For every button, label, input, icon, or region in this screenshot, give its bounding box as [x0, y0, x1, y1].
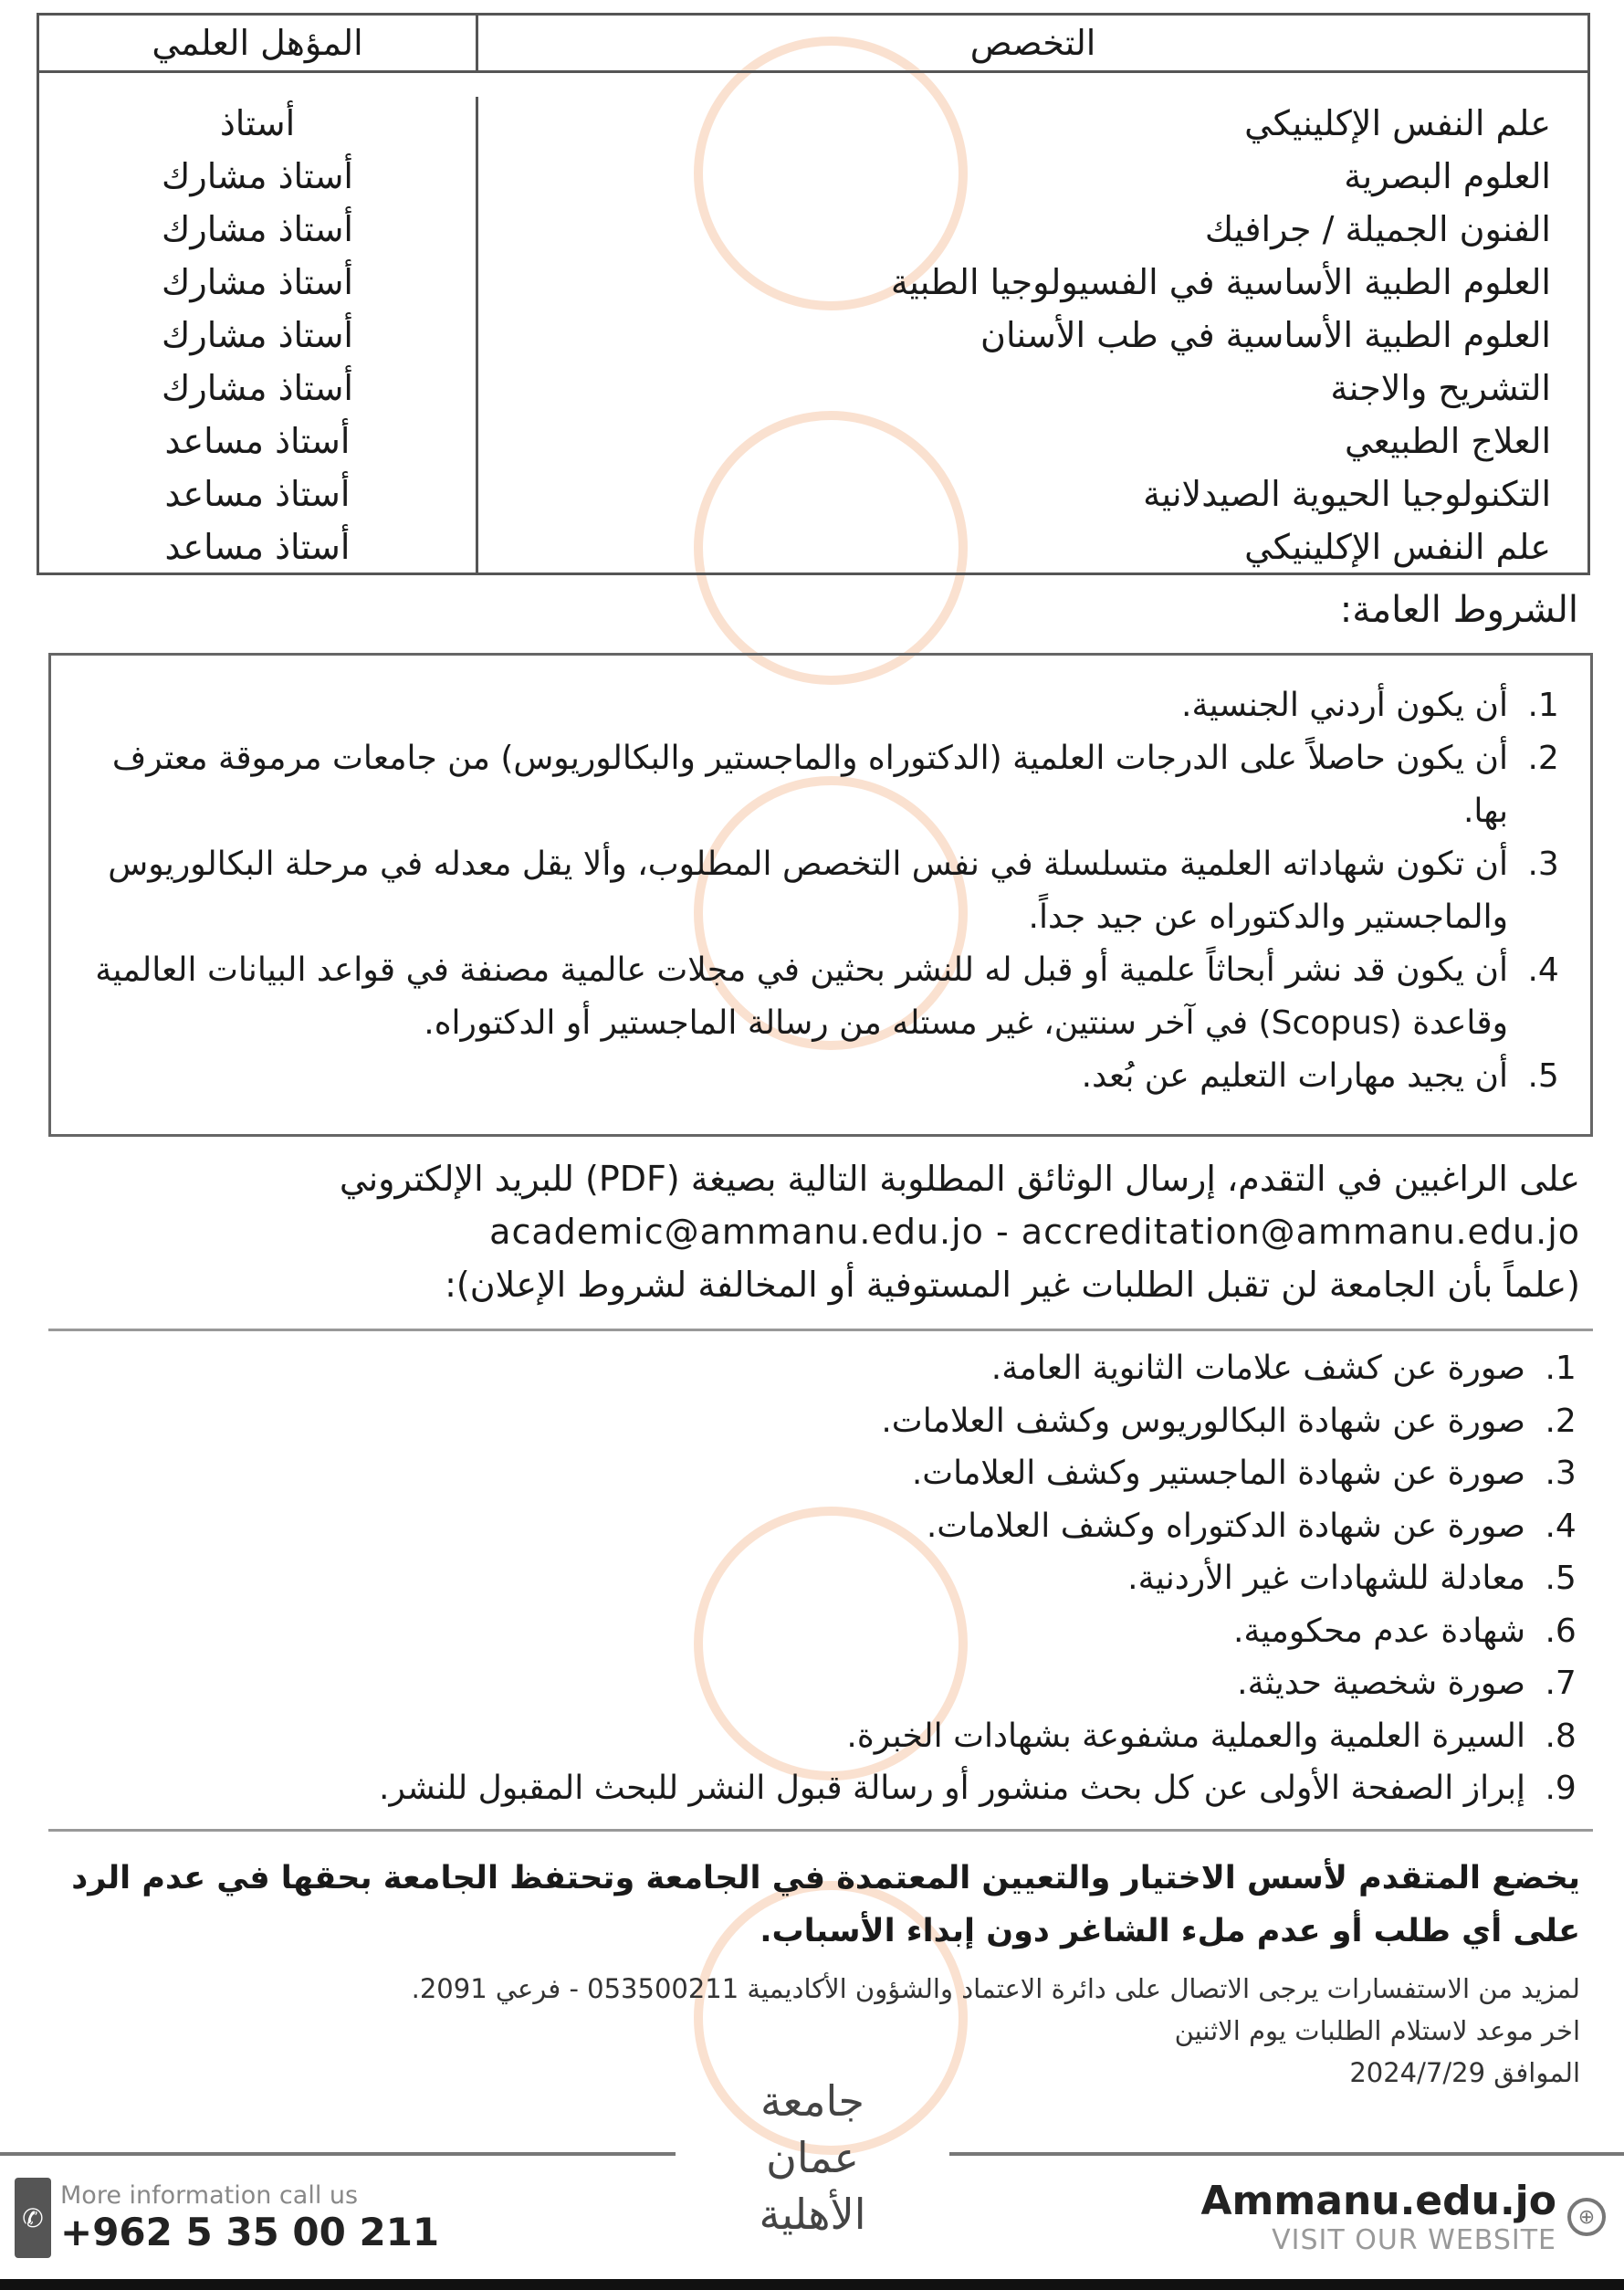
qualification-cell: أستاذ مشارك	[39, 362, 478, 415]
phone-block	[15, 2178, 439, 2258]
required-documents	[55, 1342, 1580, 1815]
qualification-cell: أستاذ	[39, 97, 478, 150]
apply-note: (علماً بأن الجامعة لن تقبل الطلبات غير المستوفية أو المخالفة لشروط الإعلان):	[445, 1265, 1580, 1305]
table-row	[39, 415, 1587, 467]
specialization-cell: التكنولوجيا الحيوية الصيدلانية	[1143, 474, 1551, 514]
deadline-text: اخر موعد لاستلام الطلبات يوم الاثنين	[1174, 2015, 1580, 2046]
document-item: 8. السيرة العلمية والعملية مشفوعة بشهادات الخبرة.	[55, 1710, 1535, 1763]
website-block	[1201, 2178, 1607, 2256]
specialization-cell: العلاج الطبيعي	[1345, 421, 1551, 461]
document-item: 5. معادلة للشهادات غير الأردنية.	[55, 1552, 1535, 1605]
document-item: 6. شهادة عدم محكومية.	[55, 1605, 1535, 1658]
qualification-cell: أستاذ مساعد	[39, 467, 478, 520]
footer-divider	[0, 2152, 676, 2156]
specialization-cell: العلوم البصرية	[1344, 156, 1551, 196]
apply-intro: على الراغبين في التقدم، إرسال الوثائق المطلوبة التالية بصيغة (PDF) للبريد الإلكتروني	[339, 1159, 1580, 1199]
website-link[interactable]: Ammanu.edu.jo	[1200, 2178, 1556, 2224]
document-item: 3. صورة عن شهادة الماجستير وكشف العلامات.	[55, 1447, 1535, 1500]
university-logo: جامعة عمان الأهلية	[759, 2076, 866, 2239]
qualification-cell: أستاذ مساعد	[39, 415, 478, 467]
table-row	[39, 309, 1587, 362]
table-row	[39, 362, 1587, 415]
document-item: 2. صورة عن شهادة البكالوريوس وكشف العلامات.	[55, 1395, 1535, 1448]
specialization-cell: علم النفس الإكلينيكي	[1244, 527, 1551, 567]
phone-label: More information call us	[60, 2181, 359, 2210]
condition-item: 4. أن يكون قد نشر أبحاثاً علمية أو قبل له للنشر بحثين في مجلات عالمية مصنفة في قواعد البيانات العالمية وقاعدة (Scopus) في آخر سنتين، غير مستله من رسالة الماجستير أو الدكتوراه.	[79, 944, 1517, 1050]
document-item: 7. صورة شخصية حديثة.	[55, 1657, 1535, 1710]
document-item: 9. إبراز الصفحة الأولى عن كل بحث منشور أو رسالة قبول النشر للبحث المقبول للنشر.	[55, 1762, 1535, 1815]
divider	[48, 1329, 1593, 1331]
conditions-box	[48, 653, 1593, 1137]
table-row	[39, 150, 1587, 203]
qualification-cell: أستاذ مشارك	[39, 256, 478, 309]
table-header	[39, 16, 1587, 73]
specialization-cell: علم النفس الإكلينيكي	[1244, 103, 1551, 143]
bottom-bar	[0, 2279, 1624, 2290]
phone-icon: ✆	[15, 2178, 51, 2258]
document-item: 1. صورة عن كشف علامات الثانوية العامة.	[55, 1342, 1535, 1395]
table-row	[39, 256, 1587, 309]
specialization-cell: الفنون الجميلة / جرافيك	[1204, 209, 1551, 249]
footer-divider	[949, 2152, 1624, 2156]
inquiries-text: لمزيد من الاستفسارات يرجى الاتصال على دائرة الاعتماد والشؤون الأكاديمية 053500211 - فرعي 2091.	[411, 1973, 1580, 2004]
condition-item: 3. أن تكون شهاداته العلمية متسلسلة في نفس التخصص المطلوب، وألا يقل معدله في مرحلة البكالوريوس والماجستير والدكتوراه عن جيد جداً.	[79, 838, 1517, 944]
divider	[48, 1829, 1593, 1832]
website-label: VISIT OUR WEBSITE	[1272, 2224, 1556, 2256]
positions-table	[37, 13, 1590, 575]
document-item: 4. صورة عن شهادة الدكتوراه وكشف العلامات.	[55, 1500, 1535, 1553]
deadline-date: الموافق 2024/7/29	[1349, 2057, 1580, 2088]
qualification-cell: أستاذ مشارك	[39, 203, 478, 256]
selection-notice: يخضع المتقدم لأسس الاختيار والتعيين المعتمدة في الجامعة وتحتفظ الجامعة بحقها في عدم الرد على أي طلب أو عدم ملء الشاغر دون إبداء الأسباب.	[71, 1860, 1580, 1949]
conditions-title: الشروط العامة:	[1339, 589, 1578, 631]
table-row	[39, 467, 1587, 520]
phone-number[interactable]: +962 5 35 00 211	[60, 2210, 440, 2254]
condition-item: 1. أن يكون أردني الجنسية.	[79, 679, 1517, 732]
condition-item: 5. أن يجيد مهارات التعليم عن بُعد.	[79, 1050, 1517, 1103]
table-row	[39, 97, 1587, 150]
header-specialization: التخصص	[969, 23, 1096, 63]
table-row	[39, 520, 1587, 573]
globe-icon: ⊕	[1567, 2198, 1606, 2236]
table-row	[39, 203, 1587, 256]
specialization-cell: العلوم الطبية الأساسية في طب الأسنان	[980, 315, 1551, 355]
specialization-cell: التشريح والاجنة	[1330, 368, 1551, 408]
qualification-cell: أستاذ مشارك	[39, 150, 478, 203]
condition-item: 2. أن يكون حاصلاً على الدرجات العلمية (الدكتوراه والماجستير والبكالوريوس) من جامعات مرموقة معترف بها.	[79, 732, 1517, 838]
apply-emails[interactable]: academic@ammanu.edu.jo - accreditation@ammanu.edu.jo	[489, 1212, 1580, 1252]
qualification-cell: أستاذ مشارك	[39, 309, 478, 362]
header-qualification: المؤهل العلمي	[39, 16, 478, 70]
specialization-cell: العلوم الطبية الأساسية في الفسيولوجيا الطبية	[890, 262, 1551, 302]
qualification-cell: أستاذ مساعد	[39, 520, 478, 573]
application-instructions	[78, 1152, 1580, 1311]
